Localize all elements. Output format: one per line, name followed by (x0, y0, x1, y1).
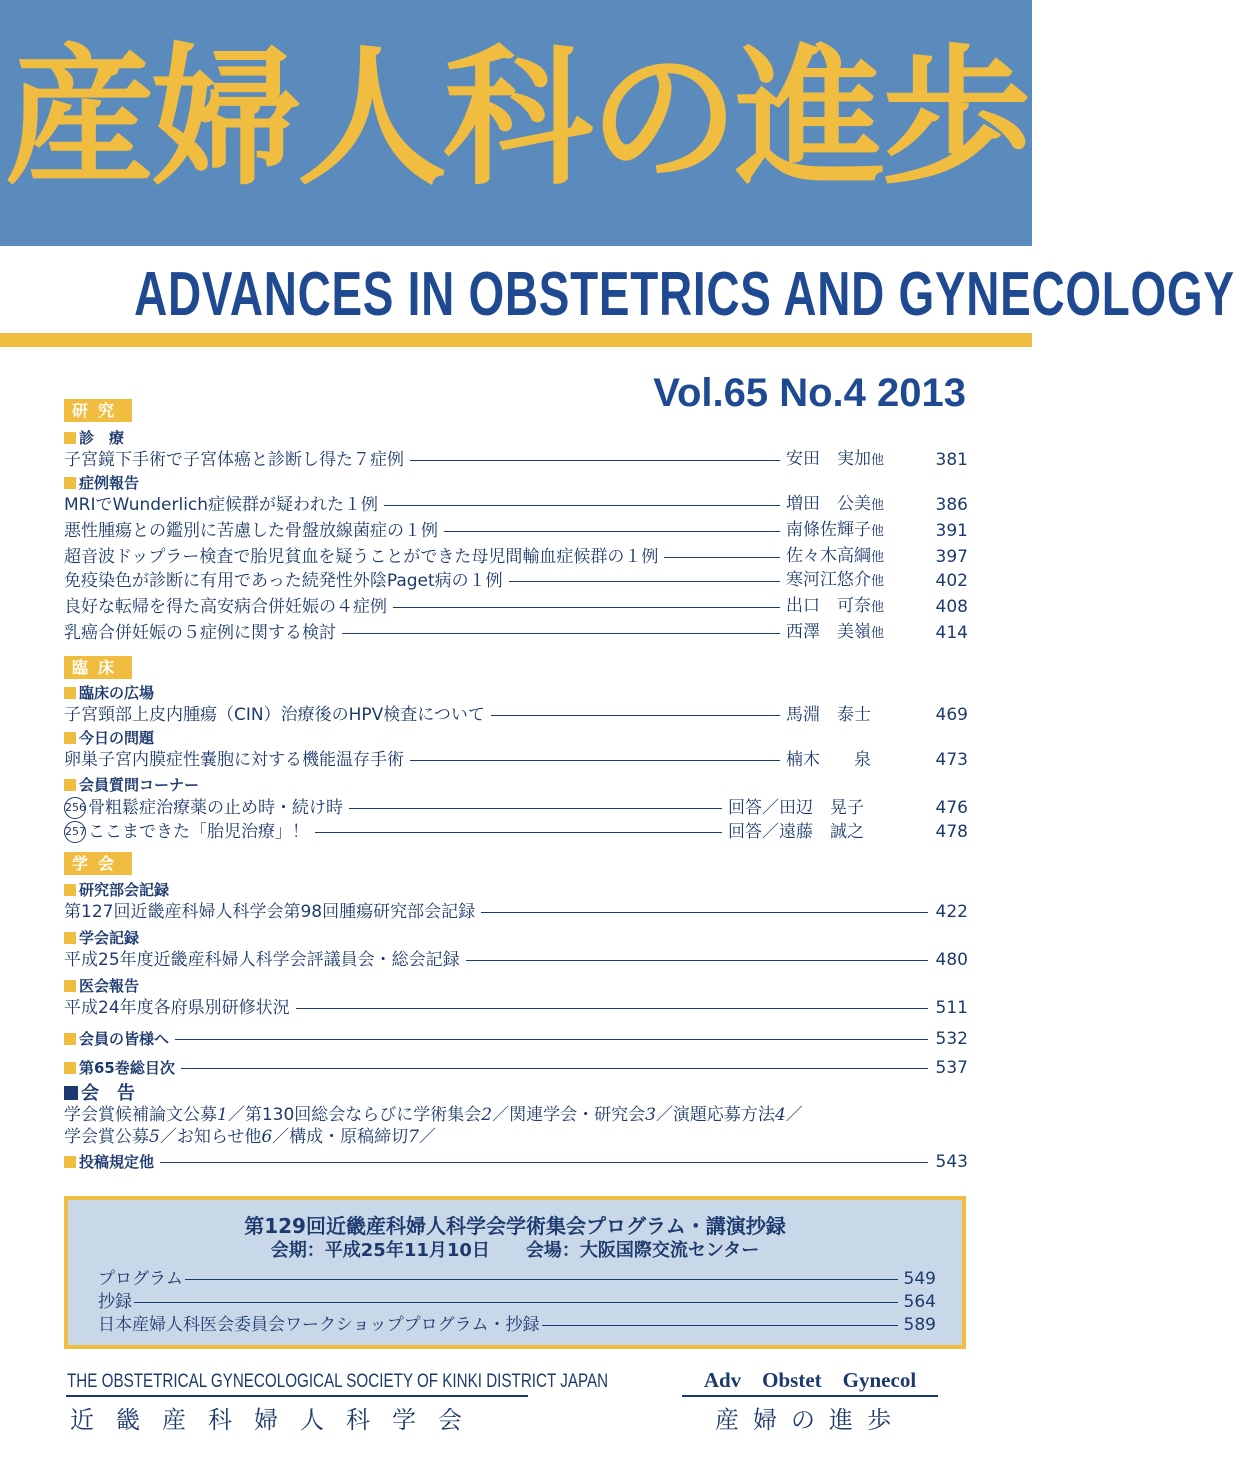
square-bullet-icon (64, 687, 76, 699)
toc-entry[interactable]: 256 骨粗鬆症治療薬の止め時・続け時 回答／田辺 晃子 476 (65, 798, 968, 818)
square-bullet-icon (64, 932, 76, 944)
square-bullet-icon (64, 1156, 76, 1168)
subsection-qa: 会員質問コーナー (64, 776, 199, 794)
subsection-today: 今日の問題 (64, 729, 154, 747)
toc-entry[interactable]: MRIでWunderlich症候群が疑われた１例 増田 公美他 386 (64, 494, 968, 515)
circled-number: 256 (64, 797, 86, 819)
toc-entry[interactable]: 卵巣子宮内膜症性嚢胞に対する機能温存手術 楠木 泉 473 (64, 750, 968, 770)
journal-short-name-jp: 産婦の進歩 (715, 1406, 905, 1434)
society-name-en: THE OBSTETRICAL GYNECOLOGICAL SOCIETY OF KINKI DISTRICT JAPAN (67, 1371, 609, 1392)
square-bullet-icon (64, 432, 76, 444)
toc-entry[interactable]: プログラム 549 (98, 1269, 936, 1289)
toc-entry[interactable]: 超音波ドップラー検査で胎児貧血を疑うことができた母児間輸血症候群の１例 佐々木高綱他 397 (64, 546, 968, 567)
society-name-jp: 近畿産科婦人科学会 (70, 1406, 484, 1434)
gold-divider (0, 333, 1032, 347)
square-bullet-icon (64, 732, 76, 744)
square-bullet-icon (64, 779, 76, 791)
toc-entry[interactable]: 平成24年度各府県別研修状況 511 (64, 998, 968, 1018)
square-bullet-icon (64, 980, 76, 992)
square-bullet-icon (64, 1062, 76, 1074)
toc-entry[interactable]: 日本産婦人科医会委員会ワークショッププログラム・抄録 589 (98, 1315, 936, 1335)
square-bullet-icon (64, 884, 76, 896)
toc-entry[interactable]: 免疫染色が診断に有用であった続発性外陰Paget病の１例 寒河江悠介他 402 (64, 570, 968, 591)
footer-rule-right (682, 1395, 938, 1397)
meeting-title: 第129回近畿産科婦人科学会学術集会プログラム・講演抄録 (244, 1214, 786, 1238)
subsection-medical-report: 医会報告 (64, 977, 139, 995)
toc-entry-to-members[interactable]: 会員の皆様へ 532 (64, 1027, 968, 1051)
toc-entry[interactable]: 平成25年度近畿産科婦人科学会評議員会・総会記録 480 (64, 950, 968, 970)
journal-title-jp: 産婦人科の進歩 (4, 30, 1027, 206)
footer-rule-left (66, 1395, 528, 1397)
journal-abbreviation: Adv Obstet Gynecol (703, 1368, 917, 1392)
section-research: 研究 (64, 399, 132, 422)
subsection-clinical-plaza: 臨床の広場 (64, 684, 154, 702)
subsection-society-records: 学会記録 (64, 929, 139, 947)
toc-entry[interactable]: 第127回近畿産科婦人科学会第98回腫瘍研究部会記録 422 (64, 902, 968, 922)
circled-number: 257 (64, 821, 86, 843)
subsection-research-records: 研究部会記録 (64, 881, 169, 899)
subsection-case-reports: 症例報告 (64, 474, 139, 492)
toc-entry[interactable]: 乳癌合併妊娠の５症例に関する検討 西澤 美嶺他 414 (64, 622, 968, 643)
toc-entry[interactable]: 良好な転帰を得た高安病合併妊娠の４症例 出口 可奈他 408 (64, 596, 968, 617)
section-clinical: 臨床 (64, 656, 132, 679)
square-bullet-icon (64, 1086, 78, 1100)
meeting-date-venue: 会期：平成25年11月10日 会場：大阪国際交流センター (270, 1240, 760, 1261)
toc-entry[interactable]: 子宮頸部上皮内腫瘍（CIN）治療後のHPV検査について 馬淵 泰士 469 (64, 705, 968, 725)
toc-entry-submission[interactable]: 投稿規定他 543 (64, 1150, 968, 1174)
toc-entry[interactable]: 抄録 564 (98, 1292, 936, 1312)
subsection-notices: 会 告 (64, 1083, 135, 1105)
toc-entry[interactable]: 257 ここまできた「胎児治療」！ 回答／遠藤 誠之 478 (65, 822, 968, 842)
journal-title-en: ADVANCES IN OBSTETRICS AND GYNECOLOGY (134, 260, 1235, 329)
toc-entry[interactable]: 子宮鏡下手術で子宮体癌と診断し得た７症例 安田 実加他 381 (64, 449, 968, 470)
toc-entry[interactable]: 悪性腫瘍との鑑別に苦慮した骨盤放線菌症の１例 南條佐輝子他 391 (64, 520, 968, 541)
masthead (0, 0, 1032, 246)
square-bullet-icon (64, 1033, 76, 1045)
square-bullet-icon (64, 477, 76, 489)
notices-line-2: 学会賞公募5／お知らせ他6／構成・原稿締切7／ (64, 1127, 436, 1147)
meeting-program-box (64, 1196, 966, 1349)
volume-number: Vol.65 No.4 2013 (653, 371, 966, 415)
subsection-shinryo: 診 療 (64, 429, 124, 447)
notices-line-1: 学会賞候補論文公募1／第130回総会ならびに学術集会2／関連学会・研究会3／演題応募方法4／ (64, 1105, 803, 1125)
section-society: 学会 (64, 852, 132, 875)
toc-entry-index[interactable]: 第65巻総目次 537 (64, 1056, 968, 1080)
